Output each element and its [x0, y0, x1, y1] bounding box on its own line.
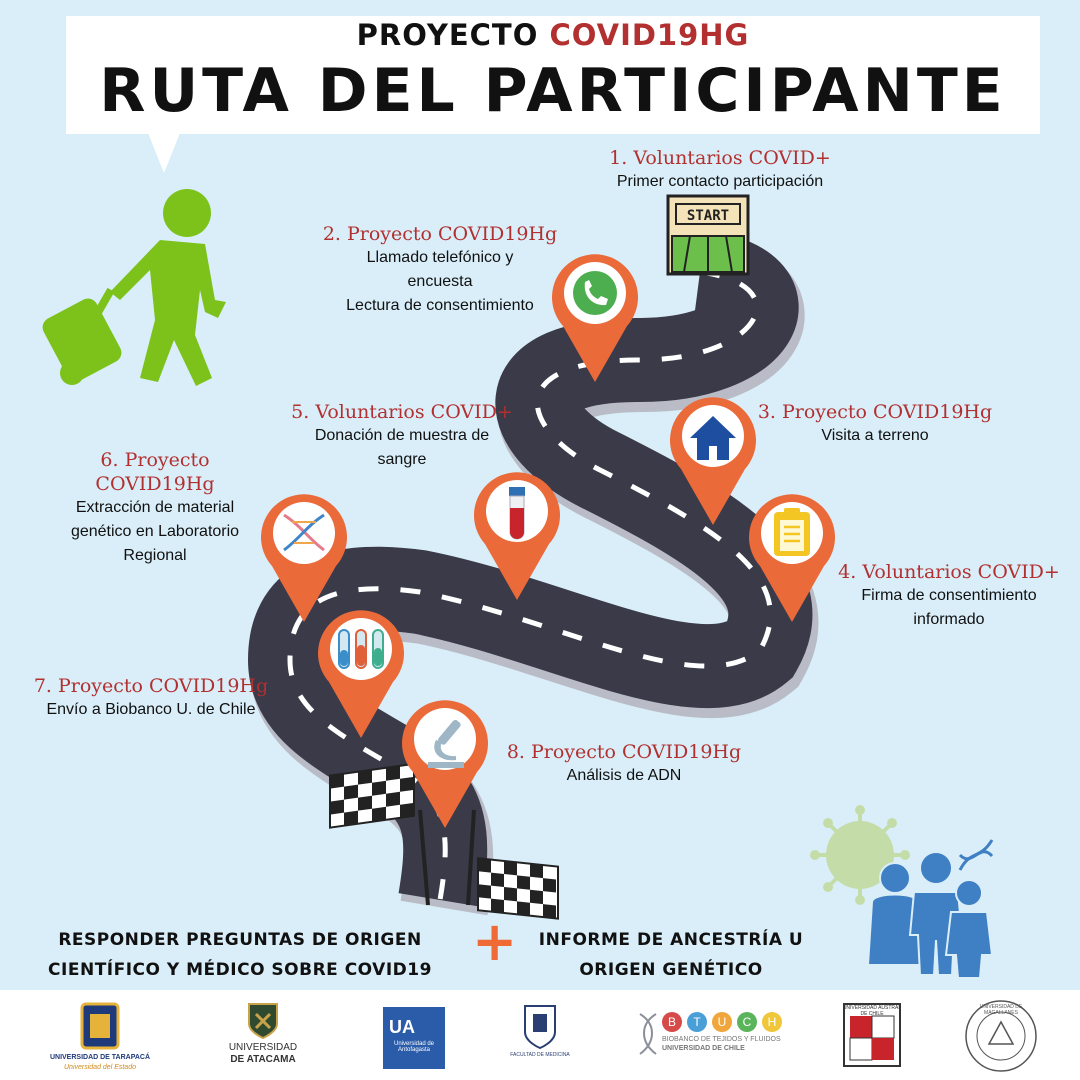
step-2-desc-line: Llamado telefónico y: [366, 249, 514, 266]
logo-universidad-antofagasta: [383, 1007, 445, 1069]
step-6-title-line: 6. Proyecto: [100, 449, 210, 471]
step-8-title: 8. Proyecto COVID19Hg: [506, 741, 742, 763]
logo-antofagasta-mark: UA: [389, 1017, 415, 1037]
outcome-ancestry-line: ORIGEN GENÉTICO: [579, 960, 763, 980]
partner-logos-footer: [0, 990, 1080, 1080]
step-7-title: 7. Proyecto COVID19Hg: [33, 675, 269, 697]
step-8-desc: Análisis de ADN: [566, 767, 682, 784]
logo-universidad-atacama: [218, 1000, 308, 1080]
logo-tarapaca-tagline: Universidad del Estado: [64, 1064, 136, 1071]
step-4-desc-line: informado: [913, 611, 985, 628]
logo-medicina-text: FACULTAD DE MEDICINA: [510, 1052, 570, 1058]
step-5-desc-line: sangre: [377, 451, 427, 468]
header-prefix: PROYECTO: [356, 18, 539, 52]
plus-sign: +: [472, 910, 518, 973]
btuch-letter: B: [662, 1012, 682, 1032]
logo-btuch-line1: BIOBANCO DE TEJIDOS Y FLUIDOS: [662, 1036, 781, 1043]
btuch-letter: H: [762, 1012, 782, 1032]
logo-magallanes-text: UNIVERSIDAD DE MAGALLANES: [979, 1004, 1023, 1016]
step-2-desc-line: Lectura de consentimiento: [346, 297, 534, 314]
step-1-title: 1. Voluntarios COVID+: [609, 147, 831, 169]
btuch-letter: T: [687, 1012, 707, 1032]
step-2: [300, 222, 580, 318]
outcome-ancestry-report: [516, 925, 826, 985]
step-5-desc-line: Donación de muestra de: [314, 427, 490, 444]
step-6-desc-line: Extracción de material: [75, 499, 235, 516]
step-6-title-line: COVID19Hg: [95, 473, 215, 495]
dna-strand-icon: [960, 840, 992, 870]
step-5: [272, 400, 532, 472]
step-4-title: 4. Voluntarios COVID+: [838, 561, 1060, 583]
step-4-desc-line: Firma de consentimiento: [861, 587, 1037, 604]
blood-tube-icon: [509, 487, 525, 539]
header-project: COVID19HG: [549, 18, 750, 52]
start-sign: [668, 196, 748, 274]
step-7-desc: Envío a Biobanco U. de Chile: [46, 701, 256, 718]
step-7: [20, 674, 282, 722]
outcome-ancestry-line: INFORME DE ANCESTRÍA U: [538, 930, 804, 950]
logo-universidad-austral: [840, 1002, 904, 1068]
outcome-questions-line: RESPONDER PREGUNTAS DE ORIGEN: [58, 930, 422, 950]
step-3-desc: Visita a terreno: [821, 427, 929, 444]
logo-btuch-line2: UNIVERSIDAD DE CHILE: [662, 1045, 745, 1052]
traveler-with-suitcase-icon: [39, 189, 226, 386]
logo-facultad-medicina: [510, 1002, 570, 1072]
step-6-desc-line: genético en Laboratorio: [70, 523, 240, 540]
logo-austral-text: UNIVERSIDAD AUSTRAL DE CHILE: [842, 1005, 902, 1017]
family-icon: [868, 852, 992, 978]
btuch-letter: U: [712, 1012, 732, 1032]
test-tubes-icon: [339, 630, 383, 668]
logo-universidad-tarapaca: [50, 998, 150, 1078]
logo-btuch: [636, 1012, 796, 1062]
outcome-questions-line: CIENTÍFICO Y MÉDICO SOBRE COVID19: [48, 960, 432, 980]
clipboard-icon: [774, 508, 810, 556]
step-2-title: 2. Proyecto COVID19Hg: [322, 223, 558, 245]
step-8: [496, 740, 752, 788]
outcome-questions: [20, 925, 460, 985]
logo-antofagasta-text: Universidad de Antofagasta: [393, 1041, 435, 1053]
step-1: [570, 146, 870, 194]
page-title: RUTA DEL PARTICIPANTE: [99, 56, 1007, 126]
step-3-title: 3. Proyecto COVID19Hg: [757, 401, 993, 423]
logo-tarapaca-name: UNIVERSIDAD DE TARAPACÁ: [49, 1054, 151, 1061]
btuch-dna-icon: [636, 1012, 660, 1056]
step-5-title: 5. Voluntarios COVID+: [291, 401, 513, 423]
logo-atacama-line2: DE ATACAMA: [230, 1054, 296, 1065]
logo-atacama-line1: UNIVERSIDAD: [228, 1042, 298, 1053]
step-6-desc-line: Regional: [123, 547, 187, 564]
step-3: [745, 400, 1005, 448]
step-1-desc: Primer contacto participación: [616, 173, 824, 190]
step-4: [828, 560, 1070, 632]
btuch-letter: C: [737, 1012, 757, 1032]
step-2-desc-line: encuesta: [407, 273, 473, 290]
start-sign-label: START: [686, 208, 730, 224]
step-6: [40, 448, 270, 568]
logo-universidad-magallanes: [963, 998, 1039, 1074]
